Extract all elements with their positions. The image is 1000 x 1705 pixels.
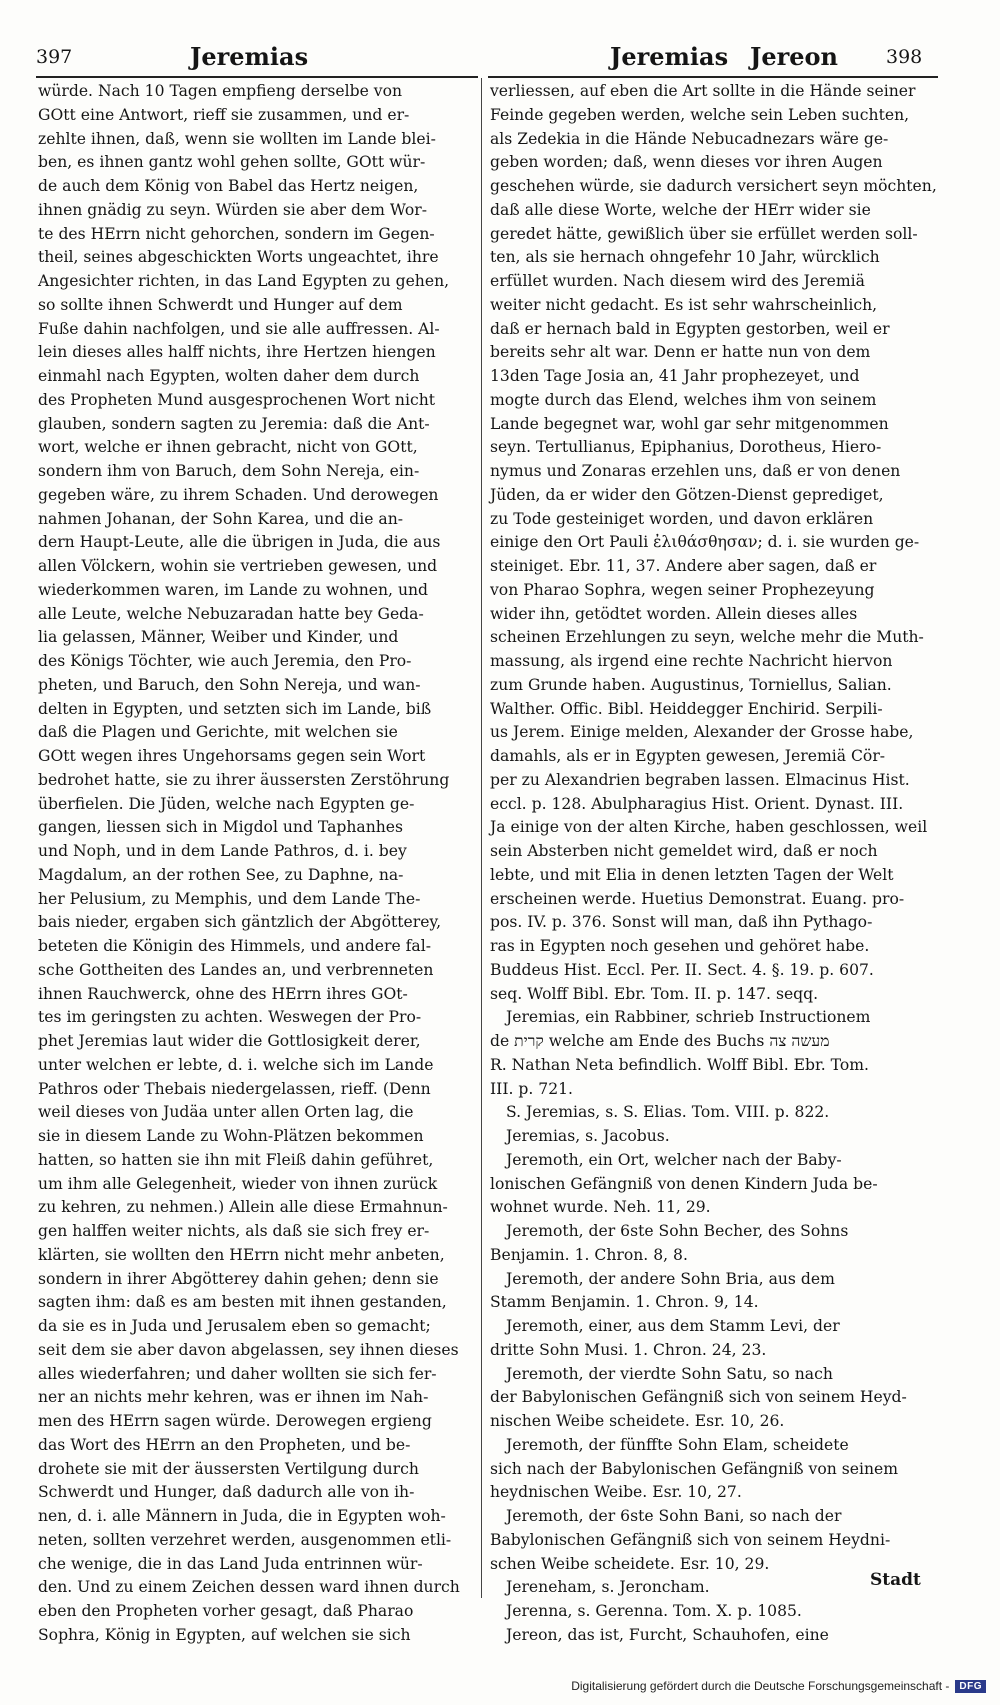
text-line: sche Gottheiten des Landes an, und verbrenneten [38, 960, 434, 979]
text-line: sein Absterben nicht gemeldet wird, daß er noch [490, 842, 878, 860]
text-line: bais nieder, ergaben sich gäntzlich der Abgötterey, [38, 913, 442, 932]
text-line: daß die Plagen und Gerichte, mit welchen sie [38, 723, 398, 742]
text-line: scheinen Erzehlungen zu seyn, welche mehr die Muth- [490, 628, 924, 647]
text-line: den. Und zu einem Zeichen dessen ward ihnen durch [38, 1578, 460, 1597]
text-line: bedrohet hatte, sie zu ihrer äussersten Zerstöhrung [38, 770, 450, 789]
text-line: des Propheten Mund ausgesprochenen Wort nicht [38, 390, 436, 409]
entry-line: Jeremoth, der 6ste Sohn Becher, des Sohns [506, 1222, 849, 1240]
text-line: per zu Alexandrien begraben lassen. Elmacinus Hist. [490, 770, 910, 789]
entry-line: Jereon, das ist, Furcht, Schauhofen, eine [506, 1625, 829, 1644]
entry-line: S. Jeremias, s. S. Elias. Tom. VIII. p. 822. [506, 1103, 830, 1122]
text-line: Babylonischen Gefängniß sich von seinem Heydni- [490, 1530, 891, 1549]
text-line: tes im geringsten zu achten. Weswegen der Pro- [38, 1008, 422, 1027]
text-line: Walther. Offic. Bibl. Heiddegger Enchirid. Serpili- [490, 699, 883, 718]
text-line: lein dieses alles halff nichts, ihre Hertzen hiengen [38, 343, 436, 362]
text-line: sie in diesem Lande zu Wohn-Plätzen bekommen [38, 1127, 424, 1145]
text-line: 13den Tage Josia an, 41 Jahr prophezeyet, und [490, 367, 860, 385]
text-line: seit dem sie aber davon abgelassen, sey ihnen dieses [38, 1340, 459, 1359]
text-line: te des HErrn nicht gehorchen, sondern im Gegen- [38, 224, 435, 243]
running-head-right-first: Jeremias [610, 42, 729, 71]
text-line: de auch dem König von Babel das Hertz neigen, [38, 177, 419, 195]
text-line: dern Haupt-Leute, alle die übrigen in Juda, die aus [38, 533, 441, 552]
text-line: Buddeus Hist. Eccl. Per. II. Sect. 4. §. 19. p. 607. [490, 960, 874, 979]
text-line: zehlte ihnen, daß, wenn sie wollten im Lande blei- [38, 129, 436, 148]
text-line: um ihm alle Gelegenheit, wieder von ihnen zurück [38, 1174, 438, 1193]
text-line: lonischen Gefängniß von denen Kindern Juda be- [490, 1174, 878, 1193]
text-line: seyn. Tertullianus, Epiphanius, Dorotheus, Hiero- [490, 438, 882, 457]
text-line: wider ihn, getödtet worden. Allein dieses alles [490, 604, 858, 623]
text-line: men des HErrn sagen würde. Derowegen ergieng [38, 1412, 432, 1430]
text-line: ihnen gnädig zu seyn. Würden sie aber dem Wor- [38, 200, 427, 219]
text-line: nischen Weibe scheidete. Esr. 10, 26. [490, 1412, 785, 1430]
text-line: erfüllet wurden. Nach diesem wird des Jeremiä [490, 272, 865, 290]
text-line: Schwerdt und Hunger, daß dadurch alle von ih- [38, 1483, 415, 1502]
text-line: alles wiederfahren; und daher wollten sie sich fer- [38, 1364, 437, 1383]
text-line: würde. Nach 10 Tagen empfieng derselbe von [38, 82, 403, 100]
text-line: us Jerem. Einige melden, Alexander der Grosse habe, [490, 723, 914, 742]
text-line: R. Nathan Neta befindlich. Wolff Bibl. Ebr. Tom. [490, 1055, 869, 1074]
text-line: Stamm Benjamin. 1. Chron. 9, 14. [490, 1293, 759, 1312]
text-line: weil dieses von Judäa unter allen Orten lag, die [38, 1103, 414, 1122]
text-line: daß er hernach bald in Egypten gestorben, weil er [490, 319, 890, 338]
text-line: schen Weibe scheidete. Esr. 10, 29. [490, 1554, 770, 1573]
text-line: Fuße dahin nachfolgen, und sie alle auffressen. Al- [38, 319, 440, 338]
text-line: verliessen, auf eben die Art sollte in die Hände seiner [490, 82, 916, 100]
running-head-left: Jeremias [190, 42, 309, 71]
text-line: her Pelusium, zu Memphis, und dem Lande The- [38, 889, 421, 908]
page-number-left: 397 [36, 46, 73, 68]
text-line: dritte Sohn Musi. 1. Chron. 24, 23. [490, 1340, 767, 1359]
text-line: sondern in ihrer Abgötterey dahin gehen; denn sie [38, 1269, 439, 1288]
text-line: glauben, sondern sagten zu Jeremia: daß die Ant- [38, 414, 430, 433]
entry-line: Jeremoth, der andere Sohn Bria, aus dem [506, 1269, 835, 1288]
text-line: eben den Propheten vorher gesagt, daß Pharao [38, 1602, 414, 1620]
text-line: Jüden, da er wider den Götzen-Dienst geprediget, [490, 485, 884, 504]
text-line: eccl. p. 128. Abulpharagius Hist. Orient. Dynast. III. [490, 794, 904, 813]
text-line: das Wort des HErrn an den Propheten, und be- [38, 1435, 411, 1454]
text-line: nahmen Johanan, der Sohn Karea, und die an- [38, 509, 404, 528]
text-line: ihnen Rauchwerck, ohne des HErrn ihres GOt- [38, 984, 408, 1003]
text-line: geredet hätte, gewißlich über sie erfüllet werden soll- [490, 224, 918, 243]
text-line: delten in Egypten, und setzten sich im Lande, biß [38, 699, 432, 718]
text-line: Sophra, König in Egypten, auf welchen sie sich [38, 1625, 411, 1644]
text-line: so sollte ihnen Schwerdt und Hunger auf dem [38, 295, 403, 314]
running-head-right-last: Jereon [750, 42, 838, 71]
entry-line: Jeremoth, der vierdte Sohn Satu, so nach [506, 1364, 833, 1383]
text-line: von Pharao Sophra, wegen seiner Prophezeyung [490, 580, 875, 599]
entry-line: Jeremoth, ein Ort, welcher nach der Baby- [506, 1150, 842, 1169]
text-line: drohete sie mit der äussersten Vertilgung durch [38, 1459, 419, 1478]
column-divider [481, 78, 482, 1598]
text-line: ten, als sie hernach ohngefehr 10 Jahr, würcklich [490, 248, 880, 267]
dfg-logo: DFG [955, 1680, 986, 1693]
entry-line: Jeremoth, einer, aus dem Stamm Levi, der [506, 1317, 840, 1335]
text-line: sondern ihm von Baruch, dem Sohn Nereja, ein- [38, 462, 420, 480]
page-number-right: 398 [886, 46, 923, 68]
left-column [38, 80, 472, 1644]
text-line: als Zedekia in die Hände Nebucadnezars wäre ge- [490, 129, 889, 148]
entry-line: Jeremoth, der 6ste Sohn Bani, so nach der [506, 1507, 842, 1525]
text-line: beteten die Königin des Himmels, und andere fal- [38, 937, 431, 955]
text-line: Pathros oder Thebais niedergelassen, rieff. (Denn [38, 1079, 431, 1098]
text-line: der Babylonischen Gefängniß sich von seinem Heyd- [490, 1388, 907, 1407]
page-header [0, 42, 1000, 78]
text-line: sagten ihm: daß es am besten mit ihnen gestanden, [38, 1293, 447, 1312]
text-line: Ja einige von der alten Kirche, haben geschlossen, weil [490, 818, 928, 837]
text-line: da sie es in Juda und Jerusalem eben so gemacht; [38, 1317, 431, 1335]
entry-line: Jeremoth, der fünffte Sohn Elam, scheidete [506, 1435, 849, 1454]
credit-text: Digitalisierung gefördert durch die Deutsche Forschungsgemeinschaft - [571, 1679, 950, 1693]
right-column [490, 80, 938, 1644]
text-line: geschehen würde, sie dadurch versichert seyn möchten, [490, 177, 937, 195]
text-line: III. p. 721. [490, 1079, 574, 1098]
text-line: unter welchen er lebte, d. i. welche sich im Lande [38, 1055, 434, 1074]
digitization-credit [571, 1675, 986, 1697]
entry-line: Jeremias, s. Jacobus. [506, 1127, 670, 1145]
text-line: überfielen. Die Jüden, welche nach Egypten ge- [38, 794, 415, 813]
text-line: seq. Wolff Bibl. Ebr. Tom. II. p. 147. seqq. [490, 984, 819, 1003]
header-rule-left [36, 76, 478, 78]
text-line: GOtt wegen ihres Ungehorsams gegen sein Wort [38, 747, 426, 765]
entry-line: Jerenna, s. Gerenna. Tom. X. p. 1085. [506, 1602, 802, 1620]
text-line: weiter nicht gedacht. Es ist sehr wahrscheinlich, [490, 295, 878, 314]
text-line: Benjamin. 1. Chron. 8, 8. [490, 1245, 688, 1264]
text-line: wohnet wurde. Neh. 11, 29. [490, 1198, 711, 1217]
text-line: ben, es ihnen gantz wohl gehen sollte, GOtt wür- [38, 153, 426, 172]
text-line: einmahl nach Egypten, wolten daher dem durch [38, 367, 420, 385]
text-line: ras in Egypten noch gesehen und gehöret habe. [490, 937, 870, 955]
text-line: zu Tode gesteiniget worden, und davon erklären [490, 509, 874, 528]
text-line: Magdalum, an der rothen See, zu Daphne, na- [38, 865, 404, 884]
catchword: Stadt [870, 1570, 921, 1590]
text-line: des Königs Töchter, wie auch Jeremia, den Pro- [38, 652, 412, 670]
text-line: nen, d. i. alle Männern in Juda, die in Egypten woh- [38, 1507, 446, 1525]
text-line: daß alle diese Worte, welche der HErr wider sie [490, 200, 871, 219]
text-line: klärten, sie wollten den HErrn nicht mehr anbeten, [38, 1245, 445, 1264]
text-line: damahls, als er in Egypten gewesen, Jeremiä Cör- [490, 747, 886, 765]
text-line: mogte durch das Elend, welches ihm von seinem [490, 390, 877, 409]
text-line: gangen, liessen sich in Migdol und Taphanhes [38, 818, 404, 837]
text-line: alle Leute, welche Nebuzaradan hatte bey Geda- [38, 604, 424, 623]
text-line: GOtt eine Antwort, rieff sie zusammen, und er- [38, 105, 410, 124]
text-line: de קרית welche am Ende des Buchs מעשה צה [490, 1032, 830, 1050]
text-line: bereits sehr alt war. Denn er hatte nun von dem [490, 343, 871, 362]
entry-line: Jereneham, s. Jeroncham. [506, 1578, 710, 1597]
text-line: lia gelassen, Männer, Weiber und Kinder, und [38, 628, 399, 647]
text-line: allen Völckern, wohin sie vertrieben gewesen, und [38, 557, 438, 575]
text-line: Feinde gegeben werden, welche sein Leben suchten, [490, 105, 910, 124]
text-line: wiederkommen waren, im Lande zu wohnen, und [38, 580, 429, 599]
text-line: lebte, und mit Elia in denen letzten Tagen der Welt [490, 865, 894, 884]
text-line: geben worden; daß, wenn dieses vor ihren Augen [490, 153, 883, 172]
text-line: zu kehren, zu nehmen.) Allein alle diese Ermahnun- [38, 1198, 448, 1217]
text-line: hatten, so hatten sie ihn mit Fleiß dahin geführet, [38, 1150, 434, 1169]
text-line: theil, seines abgeschickten Worts ungeachtet, ihre [38, 248, 439, 267]
text-line: steiniget. Ebr. 11, 37. Andere aber sagen, daß er [490, 557, 877, 575]
text-line: gen halffen weiter nichts, als daß sie sich frey er- [38, 1222, 430, 1240]
text-line: sich nach der Babylonischen Gefängniß von seinem [490, 1459, 899, 1478]
text-line: ner an nichts mehr kehren, was er ihnen im Nah- [38, 1388, 429, 1407]
text-line: che wenige, die in das Land Juda entrinnen wür- [38, 1554, 423, 1573]
text-line: Lande begegnet war, wohl gar sehr mitgenommen [490, 414, 889, 433]
header-rule-right [488, 76, 938, 78]
text-line: heydnischen Weibe. Esr. 10, 27. [490, 1483, 742, 1502]
text-line: nymus und Zonaras erzehlen uns, daß er von denen [490, 462, 901, 480]
text-line: erscheinen werde. Huetius Demonstrat. Euang. pro- [490, 889, 905, 908]
text-line: pheten, und Baruch, den Sohn Nereja, und wan- [38, 675, 421, 694]
text-line: wort, welche er ihnen gebracht, nicht von GOtt, [38, 438, 418, 457]
entry-line: Jeremias, ein Rabbiner, schrieb Instructionem [506, 1008, 871, 1027]
text-line: einige den Ort Pauli ἐλιθάσθησαν; d. i. sie wurden ge- [490, 533, 920, 552]
text-line: Angesichter richten, in das Land Egypten zu gehen, [38, 272, 450, 290]
text-line: massung, als irgend eine rechte Nachricht hiervon [490, 652, 893, 670]
text-line: zum Grunde haben. Augustinus, Torniellus, Salian. [490, 675, 892, 694]
text-line: neten, sollten verzehret werden, ausgenommen etli- [38, 1530, 452, 1549]
text-line: gegeben wäre, zu ihrem Schaden. Und derowegen [38, 485, 439, 504]
text-line: und Noph, und in dem Lande Pathros, d. i. bey [38, 842, 407, 860]
text-line: pos. IV. p. 376. Sonst will man, daß ihn Pythago- [490, 913, 873, 932]
text-line: phet Jeremias laut wider die Gottlosigkeit derer, [38, 1032, 421, 1050]
